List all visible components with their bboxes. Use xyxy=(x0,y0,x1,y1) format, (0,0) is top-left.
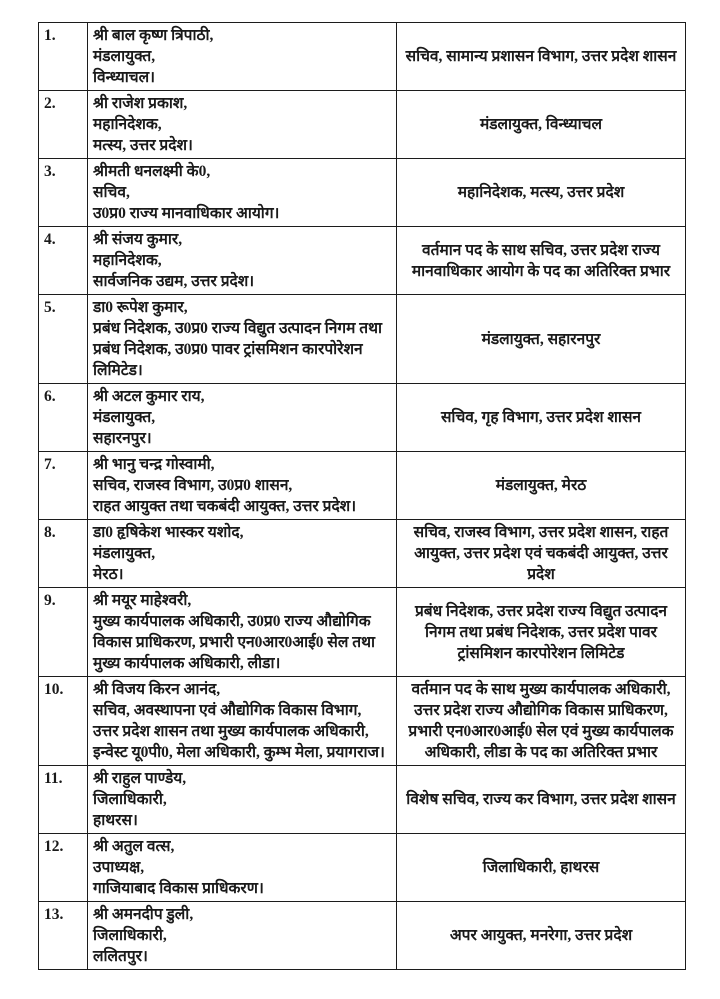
officer-line: मुख्य कार्यपालक अधिकारी, उ0प्र0 राज्य औद्योगिक xyxy=(93,613,371,630)
officer-line: मेरठ। xyxy=(93,566,124,583)
officer-line: जिलाधिकारी, xyxy=(93,791,167,808)
officer-line: मत्स्य, उत्तर प्रदेश। xyxy=(93,137,193,154)
officer-line: डा0 हृषिकेश भास्कर यशोद, xyxy=(93,524,244,541)
officer-line: ललितपुर। xyxy=(93,948,148,965)
officer-line: सहारनपुर। xyxy=(93,430,152,447)
new-posting-cell: अपर आयुक्त, मनरेगा, उत्तर प्रदेश xyxy=(397,902,686,970)
officer-current-post-cell xyxy=(88,91,397,159)
new-posting-cell: मंडलायुक्त, सहारनपुर xyxy=(397,295,686,384)
serial-number-cell: 10. xyxy=(39,677,88,766)
serial-number-cell: 1. xyxy=(39,23,88,91)
new-posting-cell: वर्तमान पद के साथ मुख्य कार्यपालक अधिकारी, उत्तर प्रदेश राज्य औद्योगिक विकास प्राधिकरण, प्रभारी एन0आर0आई0 सेल एवं मुख्य कार्यपालक अधिकारी, लीडा के पद का अतिरिक्त प्रभार xyxy=(397,677,686,766)
officer-line: विन्ध्याचल। xyxy=(93,69,155,86)
officer-current-post-cell xyxy=(88,766,397,834)
table-row xyxy=(39,227,686,295)
officer-line: श्री विजय किरन आनंद, xyxy=(93,681,221,698)
officer-line: मंडलायुक्त, xyxy=(93,409,156,426)
officer-line: श्रीमती धनलक्ष्मी के0, xyxy=(93,163,211,180)
officer-line: श्री अतुल वत्स, xyxy=(93,838,175,855)
serial-number-cell: 4. xyxy=(39,227,88,295)
officer-line: सचिव, राजस्व विभाग, उ0प्र0 शासन, xyxy=(93,477,293,494)
officer-line: प्रबंध निदेशक, उ0प्र0 राज्य विद्युत उत्पादन निगम तथा xyxy=(93,320,382,337)
officer-line: मुख्य कार्यपालक अधिकारी, लीडा। xyxy=(93,655,281,672)
transfer-table-body xyxy=(39,23,686,970)
new-posting-cell: सचिव, गृह विभाग, उत्तर प्रदेश शासन xyxy=(397,384,686,452)
officer-line: राहत आयुक्त तथा चकबंदी आयुक्त, उत्तर प्रदेश। xyxy=(93,498,357,515)
officer-line: मंडलायुक्त, xyxy=(93,48,156,65)
table-row xyxy=(39,677,686,766)
officer-line: श्री बाल कृष्ण त्रिपाठी, xyxy=(93,27,214,44)
officer-line: लिमिटेड। xyxy=(93,362,143,379)
table-row xyxy=(39,384,686,452)
new-posting-cell: प्रबंध निदेशक, उत्तर प्रदेश राज्य विद्युत उत्पादन निगम तथा प्रबंध निदेशक, उत्तर प्रदेश पावर ट्रांसमिशन कारपोरेशन लिमिटेड xyxy=(397,588,686,677)
officer-current-post-cell xyxy=(88,520,397,588)
new-posting-cell: विशेष सचिव, राज्य कर विभाग, उत्तर प्रदेश शासन xyxy=(397,766,686,834)
table-row xyxy=(39,834,686,902)
officer-line: महानिदेशक, xyxy=(93,116,162,133)
table-row xyxy=(39,588,686,677)
officer-line: विकास प्राधिकरण, प्रभारी एन0आर0आई0 सेल तथा xyxy=(93,634,375,651)
serial-number-cell: 12. xyxy=(39,834,88,902)
table-row xyxy=(39,452,686,520)
officer-current-post-cell xyxy=(88,677,397,766)
new-posting-cell: महानिदेशक, मत्स्य, उत्तर प्रदेश xyxy=(397,159,686,227)
new-posting-cell: जिलाधिकारी, हाथरस xyxy=(397,834,686,902)
serial-number-cell: 2. xyxy=(39,91,88,159)
officer-line: श्री राजेश प्रकाश, xyxy=(93,95,188,112)
officer-current-post-cell xyxy=(88,902,397,970)
table-row xyxy=(39,520,686,588)
officer-line: डा0 रूपेश कुमार, xyxy=(93,299,188,316)
new-posting-cell: सचिव, राजस्व विभाग, उत्तर प्रदेश शासन, राहत आयुक्त, उत्तर प्रदेश एवं चकबंदी आयुक्त, उत्तर प्रदेश xyxy=(397,520,686,588)
officer-line: श्री भानु चन्द्र गोस्वामी, xyxy=(93,456,215,473)
officer-line: सचिव, अवस्थापना एवं औद्योगिक विकास विभाग, xyxy=(93,702,362,719)
new-posting-cell: वर्तमान पद के साथ सचिव, उत्तर प्रदेश राज्य मानवाधिकार आयोग के पद का अतिरिक्त प्रभार xyxy=(397,227,686,295)
table-row xyxy=(39,23,686,91)
officer-line: जिलाधिकारी, xyxy=(93,927,167,944)
officer-line: हाथरस। xyxy=(93,812,138,829)
table-row xyxy=(39,295,686,384)
serial-number-cell: 13. xyxy=(39,902,88,970)
officer-current-post-cell xyxy=(88,295,397,384)
officer-line: श्री अटल कुमार राय, xyxy=(93,388,205,405)
new-posting-cell: मंडलायुक्त, मेरठ xyxy=(397,452,686,520)
officer-current-post-cell xyxy=(88,452,397,520)
officer-current-post-cell xyxy=(88,588,397,677)
officer-line: श्री मयूर माहेश्वरी, xyxy=(93,592,192,609)
serial-number-cell: 9. xyxy=(39,588,88,677)
officer-line: गाजियाबाद विकास प्राधिकरण। xyxy=(93,880,264,897)
new-posting-cell: सचिव, सामान्य प्रशासन विभाग, उत्तर प्रदेश शासन xyxy=(397,23,686,91)
officer-line: प्रबंध निदेशक, उ0प्र0 पावर ट्रांसमिशन कारपोरेशन xyxy=(93,341,363,358)
table-row xyxy=(39,766,686,834)
new-posting-cell: मंडलायुक्त, विन्ध्याचल xyxy=(397,91,686,159)
officer-current-post-cell xyxy=(88,23,397,91)
officer-current-post-cell xyxy=(88,834,397,902)
officer-line: सार्वजनिक उद्यम, उत्तर प्रदेश। xyxy=(93,273,255,290)
officer-line: श्री संजय कुमार, xyxy=(93,231,183,248)
serial-number-cell: 8. xyxy=(39,520,88,588)
officer-line: श्री अमनदीप डुली, xyxy=(93,906,194,923)
serial-number-cell: 3. xyxy=(39,159,88,227)
officer-current-post-cell xyxy=(88,227,397,295)
table-row xyxy=(39,902,686,970)
officer-line: सचिव, xyxy=(93,184,130,201)
serial-number-cell: 11. xyxy=(39,766,88,834)
serial-number-cell: 6. xyxy=(39,384,88,452)
officer-line: उपाध्यक्ष, xyxy=(93,859,145,876)
serial-number-cell: 5. xyxy=(39,295,88,384)
officer-line: मंडलायुक्त, xyxy=(93,545,156,562)
officer-current-post-cell xyxy=(88,159,397,227)
table-row xyxy=(39,91,686,159)
officer-line: श्री राहुल पाण्डेय, xyxy=(93,770,187,787)
table-row xyxy=(39,159,686,227)
officer-line: इन्वेस्ट यू0पी0, मेला अधिकारी, कुम्भ मेला, प्रयागराज। xyxy=(93,744,385,761)
transfer-table xyxy=(38,22,686,970)
officer-line: उ0प्र0 राज्य मानवाधिकार आयोग। xyxy=(93,205,280,222)
officer-line: उत्तर प्रदेश शासन तथा मुख्य कार्यपालक अधिकारी, xyxy=(93,723,369,740)
serial-number-cell: 7. xyxy=(39,452,88,520)
officer-line: महानिदेशक, xyxy=(93,252,162,269)
officer-current-post-cell xyxy=(88,384,397,452)
